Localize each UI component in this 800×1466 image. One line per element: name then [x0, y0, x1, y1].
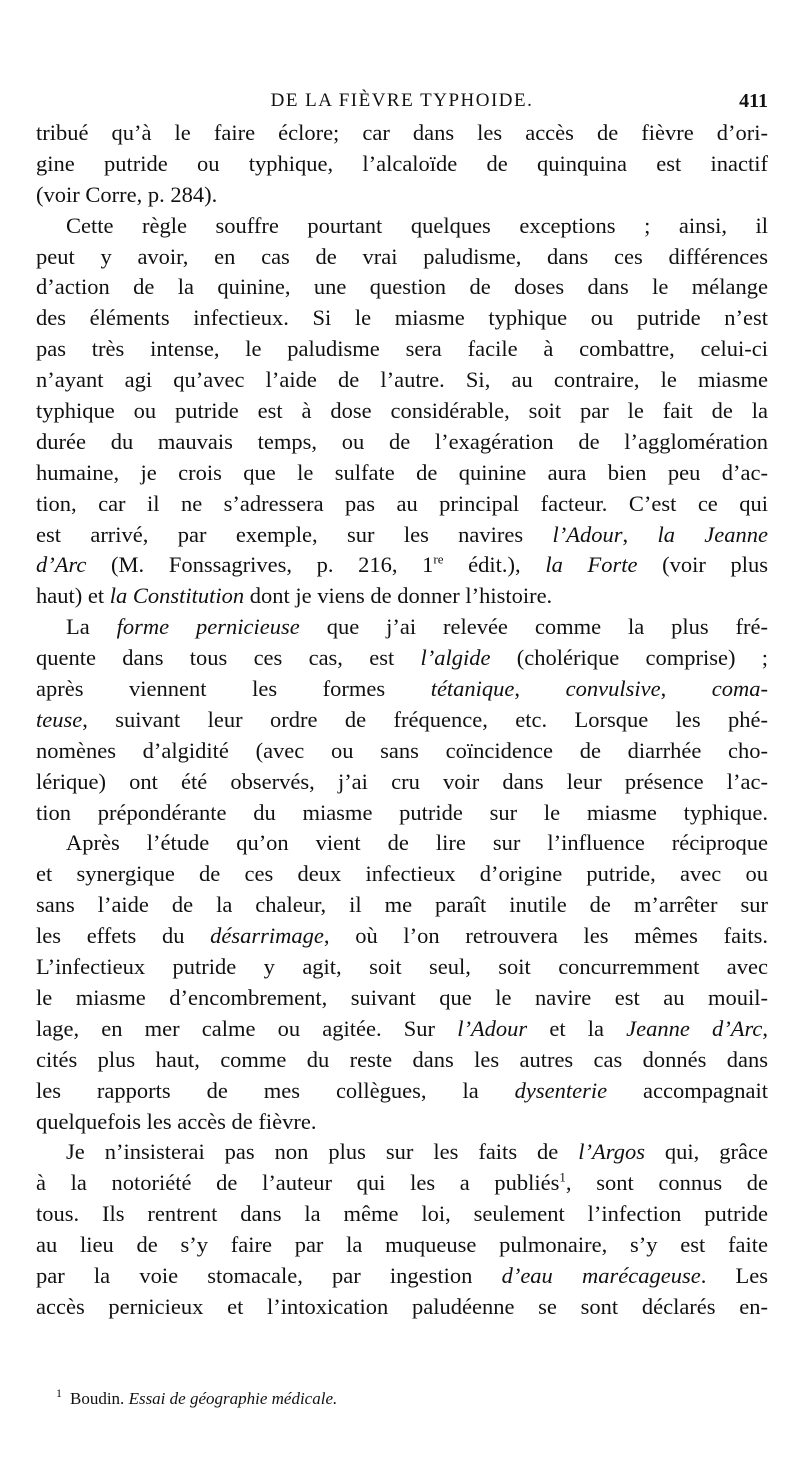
text-line	[36, 581, 768, 612]
text-line	[36, 1199, 768, 1230]
text-span: tribué qu’à le faire éclore; car dans les accès de fièvre d’ori-	[36, 120, 768, 145]
text-line	[36, 612, 768, 643]
text-span: (cholérique comprise) ;	[490, 645, 768, 671]
text-line	[36, 1014, 768, 1045]
text-span: accès pernicieux et l’intoxication paludéenne se sont déclarés en-	[36, 1293, 768, 1319]
footnote-author: Boudin.	[70, 1389, 125, 1408]
italic-span: l’Adour	[552, 521, 623, 547]
italic-span: l’Argos	[578, 1139, 645, 1165]
text-line	[36, 1168, 768, 1199]
text-line	[36, 1076, 768, 1107]
text-line	[36, 767, 768, 798]
italic-span: forme pernicieuse	[116, 614, 300, 640]
text-line	[36, 118, 768, 149]
text-span: Après l’étude qu’on vient de lire sur l’influence réciproque	[66, 830, 768, 856]
text-line	[36, 365, 768, 396]
text-span: est arrivé, par exemple, sur les navires	[36, 521, 553, 547]
italic-span: la Constitution	[109, 583, 245, 609]
text-span: tion prépondérante du miasme putride sur le miasme typhique.	[36, 799, 768, 825]
footnote-mark: 1	[56, 1386, 62, 1401]
text-span: au lieu de s’y faire par la muqueuse pulmonaire, s’y est faite	[36, 1232, 768, 1258]
body-text	[36, 118, 768, 1323]
text-span: édit.),	[443, 552, 546, 578]
italic-span: tétanique	[430, 676, 515, 702]
text-span: Cette règle souffre pourtant quelques exceptions ; ainsi, il	[66, 212, 768, 238]
text-line	[36, 798, 768, 829]
page-number: 411	[739, 90, 768, 112]
text-span: La	[66, 614, 117, 640]
running-head	[36, 88, 768, 116]
text-span: , suivant leur ordre de fréquence, etc. Lorsque les phé-	[82, 706, 768, 732]
italic-span: désarrimage	[210, 923, 324, 949]
italic-span: d’Arc	[36, 552, 87, 578]
text-line	[36, 1261, 768, 1292]
italic-span: Jeanne d’Arc	[626, 1015, 763, 1041]
text-line	[36, 736, 768, 767]
superscript: re	[433, 551, 444, 567]
text-line	[36, 242, 768, 273]
text-line	[36, 489, 768, 520]
text-span: les rapports de mes collègues, la	[36, 1077, 515, 1103]
text-span: d’action de la quinine, une question de doses dans le mélange	[36, 274, 768, 300]
text-span: les effets du	[36, 923, 211, 949]
text-span: ,	[660, 676, 712, 702]
text-span: durée du mauvais temps, ou de l’exagération de l’agglomération	[36, 428, 768, 454]
text-span: tion, car il ne s’adressera pas au principal facteur. C’est ce qui	[36, 490, 768, 516]
text-line	[36, 272, 768, 303]
text-span: haut) et	[36, 583, 110, 609]
text-span: par la voie stomacale, par ingestion	[36, 1262, 502, 1288]
text-line	[36, 921, 768, 952]
italic-span: coma-	[711, 676, 768, 702]
text-line	[36, 674, 768, 705]
text-line	[36, 550, 768, 581]
italic-span: teuse	[36, 706, 83, 732]
text-span: ,	[622, 521, 658, 547]
text-span: dont je viens de donner l’histoire.	[244, 583, 553, 609]
footnote	[56, 1388, 756, 1410]
text-span: tous. Ils rentrent dans la même loi, seulement l’infection putride	[36, 1201, 768, 1227]
text-span: n’ayant agi qu’avec l’aide de l’autre. Si, au contraire, le miasme	[36, 367, 768, 393]
text-line	[36, 211, 768, 242]
text-span: lage, en mer calme ou agitée. Sur	[36, 1015, 458, 1041]
text-span: nomènes d’algidité (avec ou sans coïncidence de diarrhée cho-	[36, 737, 768, 763]
text-line	[36, 859, 768, 890]
text-line	[36, 890, 768, 921]
text-line	[36, 705, 768, 736]
text-span: quelquefois les accès de fièvre.	[36, 1108, 317, 1134]
text-line	[36, 149, 768, 180]
text-span: et synergique de ces deux infectieux d’origine putride, avec ou	[36, 861, 768, 887]
text-span: que j’ai relevée comme la plus fré-	[299, 614, 768, 640]
text-line	[36, 1230, 768, 1261]
text-span: . Les	[700, 1262, 768, 1288]
text-line	[36, 1292, 768, 1323]
text-span: (M. Fonssagrives, p. 216, 1	[86, 552, 434, 578]
footnote-title: Essai de géographie médicale.	[128, 1389, 338, 1408]
text-line	[36, 1107, 768, 1138]
text-span: gine putride ou typhique, l’alcaloïde de quinquina est inactif	[36, 150, 768, 176]
text-line	[36, 828, 768, 859]
italic-span: l’algide	[420, 645, 491, 671]
text-span: quente dans tous ces cas, est	[36, 645, 421, 671]
text-line	[36, 334, 768, 365]
text-line	[36, 643, 768, 674]
text-line	[36, 396, 768, 427]
text-line	[36, 983, 768, 1014]
text-span: humaine, je crois que le sulfate de quinine aura bien peu d’ac-	[36, 459, 768, 485]
italic-span: la Jeanne	[657, 521, 768, 547]
text-span: Je n’insisterai pas non plus sur les faits de	[66, 1139, 579, 1165]
text-line	[36, 180, 768, 211]
text-span: typhique ou putride est à dose considérable, soit par le fait de la	[36, 398, 768, 424]
text-span: , sont connus de	[565, 1170, 768, 1196]
italic-span: l’Adour	[457, 1015, 528, 1041]
text-line	[36, 427, 768, 458]
text-span: le miasme d’encombrement, suivant que le navire est au mouil-	[36, 984, 768, 1010]
text-span: L’infectieux putride y agit, soit seul, soit concurremment avec	[36, 954, 768, 980]
text-span: ,	[514, 676, 566, 702]
text-span: qui, grâce	[644, 1139, 768, 1165]
text-line	[36, 1045, 768, 1076]
text-span: (voir Corre, p. 284).	[36, 181, 218, 207]
italic-span: dysenterie	[514, 1077, 608, 1103]
running-title: DE LA FIÈVRE TYPHOIDE.	[270, 90, 534, 111]
text-span: des éléments infectieux. Si le miasme typhique ou putride n’est	[36, 305, 768, 331]
italic-span: convulsive	[565, 676, 661, 702]
text-span: accompagnait	[607, 1077, 768, 1103]
text-span: cités plus haut, comme du reste dans les autres cas donnés dans	[36, 1046, 768, 1072]
text-span: pas très intense, le paludisme sera facile à combattre, celui-ci	[36, 336, 768, 362]
text-line	[36, 1137, 768, 1168]
text-span: après viennent les formes	[36, 676, 431, 702]
text-line	[36, 303, 768, 334]
italic-span: la Forte	[545, 552, 638, 578]
superscript: 1	[559, 1169, 566, 1185]
text-span: sans l’aide de la chaleur, il me paraît inutile de m’arrêter sur	[36, 892, 768, 918]
text-span: , où l’on retrouvera les mêmes faits.	[323, 923, 768, 949]
text-span: et la	[527, 1015, 627, 1041]
text-span: peut y avoir, en cas de vrai paludisme, dans ces différences	[36, 243, 768, 269]
text-span: lérique) ont été observés, j’ai cru voir dans leur présence l’ac-	[36, 768, 768, 794]
text-span: à la notoriété de l’auteur qui les a publiés	[36, 1170, 560, 1196]
text-span: ,	[762, 1015, 768, 1041]
text-line	[36, 520, 768, 551]
text-line	[36, 952, 768, 983]
italic-span: d’eau marécageuse	[501, 1262, 701, 1288]
text-line	[36, 458, 768, 489]
text-span: (voir plus	[637, 552, 768, 578]
